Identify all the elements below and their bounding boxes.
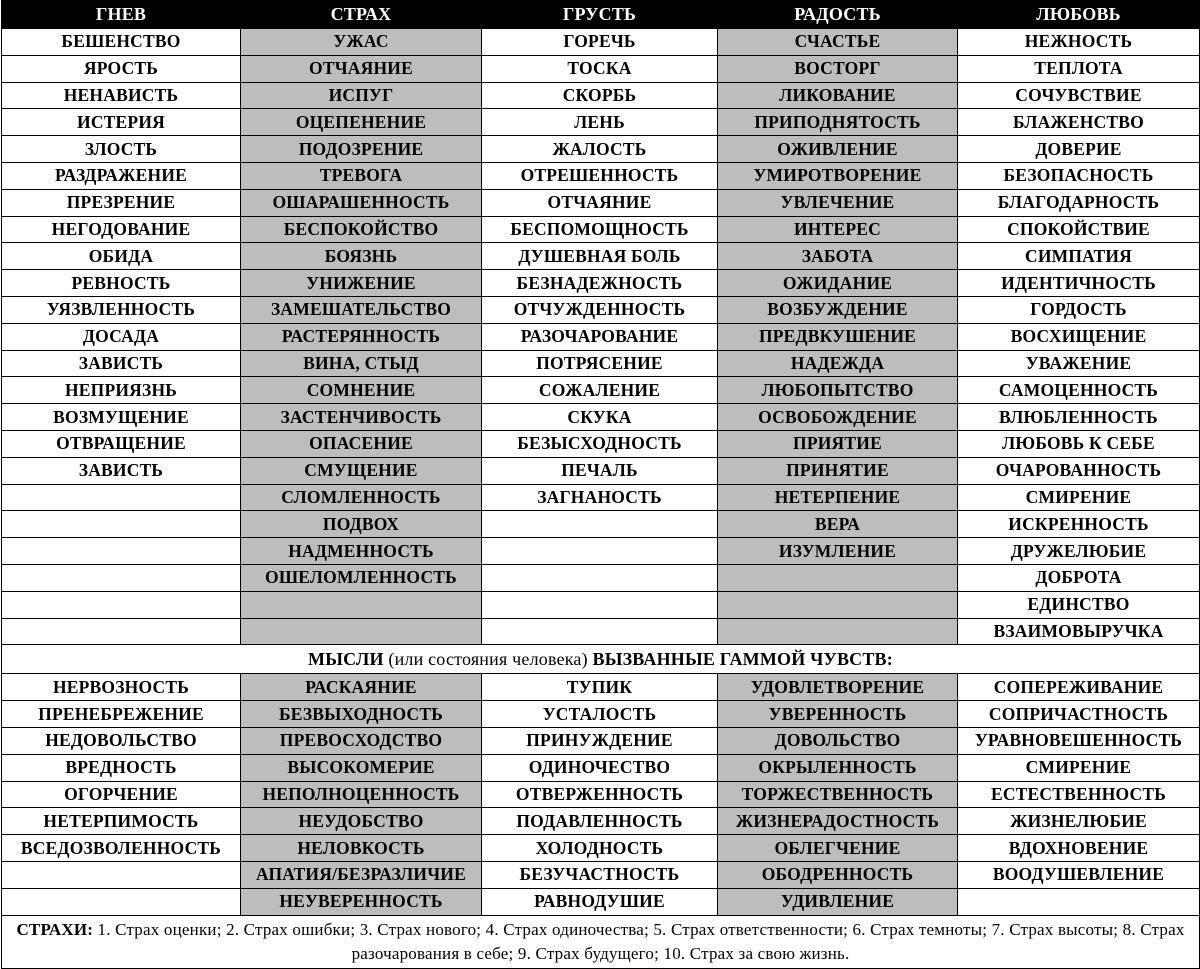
table-cell (482, 538, 718, 565)
table-cell: ЖАЛОСТЬ (482, 136, 718, 163)
table-cell: ЛЮБОВЬ К СЕБЕ (958, 430, 1200, 457)
table-cell (2, 591, 241, 618)
table-cell: СКОРБЬ (482, 82, 718, 109)
table-cell: УНИЖЕНИЕ (241, 270, 482, 297)
table-cell: НЕЛОВКОСТЬ (241, 835, 482, 862)
table-cell: НЕТЕРПИМОСТЬ (2, 808, 241, 835)
thoughts-header-part3: ВЫЗВАННЫЕ ГАММОЙ ЧУВСТВ: (592, 648, 893, 669)
table-cell: ЗАБОТА (718, 243, 958, 270)
table-cell: РАСТЕРЯННОСТЬ (241, 323, 482, 350)
table-cell: ИСТЕРИЯ (2, 109, 241, 136)
thought-row (2, 781, 1200, 808)
table-cell: РАСКАЯНИЕ (241, 674, 482, 701)
table-cell: УДИВЛЕНИЕ (718, 888, 958, 915)
table-cell: ИНТЕРЕС (718, 216, 958, 243)
table-cell: ЗАМЕШАТЕЛЬСТВО (241, 296, 482, 323)
table-cell: ПРИНУЖДЕНИЕ (482, 727, 718, 754)
emotion-row (2, 511, 1200, 538)
emotion-row (2, 457, 1200, 484)
table-cell: ТОСКА (482, 55, 718, 82)
table-cell: ПОДАВЛЕННОСТЬ (482, 808, 718, 835)
table-cell: ОСВОБОЖДЕНИЕ (718, 404, 958, 431)
table-cell: ДРУЖЕЛЮБИЕ (958, 538, 1200, 565)
table-cell: ПОДВОХ (241, 511, 482, 538)
thought-row (2, 808, 1200, 835)
table-cell: ЛЕНЬ (482, 109, 718, 136)
table-cell: ИДЕНТИЧНОСТЬ (958, 270, 1200, 297)
table-cell: ОДИНОЧЕСТВО (482, 754, 718, 781)
table-cell: ВОСХИЩЕНИЕ (958, 323, 1200, 350)
table-cell: БЕЗВЫХОДНОСТЬ (241, 701, 482, 728)
table-cell: ГОРЕЧЬ (482, 29, 718, 56)
emotions-body (2, 29, 1200, 645)
table-cell: ОПАСЕНИЕ (241, 430, 482, 457)
emotion-row (2, 591, 1200, 618)
table-cell: ОБЛЕГЧЕНИЕ (718, 835, 958, 862)
table-cell: ПРИЯТИЕ (718, 430, 958, 457)
table-cell: ОКРЫЛЕННОСТЬ (718, 754, 958, 781)
table-cell: ТОРЖЕСТВЕННОСТЬ (718, 781, 958, 808)
table-cell: ОТВЕРЖЕННОСТЬ (482, 781, 718, 808)
emotion-row (2, 404, 1200, 431)
table-cell: БЕЗНАДЕЖНОСТЬ (482, 270, 718, 297)
table-cell (718, 591, 958, 618)
header-sadness: ГРУСТЬ (482, 1, 718, 29)
table-cell: ГОРДОСТЬ (958, 296, 1200, 323)
table-cell: НАДЕЖДА (718, 350, 958, 377)
table-cell: РАЗДРАЖЕНИЕ (2, 162, 241, 189)
table-cell: ИЗУМЛЕНИЕ (718, 538, 958, 565)
table-cell: ВОСТОРГ (718, 55, 958, 82)
table-cell: ПОТРЯСЕНИЕ (482, 350, 718, 377)
emotion-row (2, 55, 1200, 82)
table-cell (2, 564, 241, 591)
emotion-row (2, 430, 1200, 457)
table-cell: ПРЕВОСХОДСТВО (241, 727, 482, 754)
thoughts-body (2, 674, 1200, 915)
table-cell: НЕТЕРПЕНИЕ (718, 484, 958, 511)
table-cell (2, 484, 241, 511)
table-cell: УМИРОТВОРЕНИЕ (718, 162, 958, 189)
table-cell: ДОБРОТА (958, 564, 1200, 591)
table-cell: ОБОДРЕННОСТЬ (718, 861, 958, 888)
table-cell: НЕГОДОВАНИЕ (2, 216, 241, 243)
table-cell (2, 538, 241, 565)
table-cell: СЛОМЛЕННОСТЬ (241, 484, 482, 511)
table-cell: ВДОХНОВЕНИЕ (958, 835, 1200, 862)
table-cell: УРАВНОВЕШЕННОСТЬ (958, 727, 1200, 754)
table-cell: УДОВЛЕТВОРЕНИЕ (718, 674, 958, 701)
table-cell: АПАТИЯ/БЕЗРАЗЛИЧИЕ (241, 861, 482, 888)
table-cell (2, 888, 241, 915)
emotion-row (2, 377, 1200, 404)
table-cell: ОШЕЛОМЛЕННОСТЬ (241, 564, 482, 591)
table-cell: ВИНА, СТЫД (241, 350, 482, 377)
table-cell (482, 591, 718, 618)
table-cell: СОЧУВСТВИЕ (958, 82, 1200, 109)
thoughts-header-row (2, 645, 1200, 674)
fears-text: 1. Страх оценки; 2. Страх ошибки; 3. Страх нового; 4. Страх одиночества; 5. Страх ответственности; 6. Страх темноты; 7. Страх высоты; 8. Страх разочарования в себе; 9. Страх будущего; 10. Страх за свою жизнь. (93, 919, 1185, 963)
table-cell: СОМНЕНИЕ (241, 377, 482, 404)
emotion-row (2, 538, 1200, 565)
table-cell: ДОВЕРИЕ (958, 136, 1200, 163)
table-cell: НЕУВЕРЕННОСТЬ (241, 888, 482, 915)
table-cell (718, 564, 958, 591)
table-cell: САМОЦЕННОСТЬ (958, 377, 1200, 404)
table-cell: ВООДУШЕВЛЕНИЕ (958, 861, 1200, 888)
table-cell: НЕПРИЯЗНЬ (2, 377, 241, 404)
table-cell: ОЖИДАНИЕ (718, 270, 958, 297)
table-cell (482, 618, 718, 645)
table-cell: ЖИЗНЕРАДОСТНОСТЬ (718, 808, 958, 835)
thought-row (2, 888, 1200, 915)
table-cell: СОЖАЛЕНИЕ (482, 377, 718, 404)
table-cell: БЕСПОМОЩНОСТЬ (482, 216, 718, 243)
table-cell: ЛЮБОПЫТСТВО (718, 377, 958, 404)
table-cell: БЕЗЫСХОДНОСТЬ (482, 430, 718, 457)
emotions-table (1, 0, 1200, 969)
table-cell: ОШАРАШЕННОСТЬ (241, 189, 482, 216)
table-cell: ДУШЕВНАЯ БОЛЬ (482, 243, 718, 270)
emotion-row (2, 618, 1200, 645)
table-cell: ЛИКОВАНИЕ (718, 82, 958, 109)
table-cell: ДОВОЛЬСТВО (718, 727, 958, 754)
table-cell: БЛАГОДАРНОСТЬ (958, 189, 1200, 216)
table-cell: ВРЕДНОСТЬ (2, 754, 241, 781)
fears-note (2, 915, 1200, 968)
emotion-row (2, 109, 1200, 136)
table-cell: РЕВНОСТЬ (2, 270, 241, 297)
table-cell: ВЕРА (718, 511, 958, 538)
table-cell (482, 511, 718, 538)
table-cell: СПОКОЙСТВИЕ (958, 216, 1200, 243)
emotion-row (2, 216, 1200, 243)
table-cell: СИМПАТИЯ (958, 243, 1200, 270)
table-cell: ВЗАИМОВЫРУЧКА (958, 618, 1200, 645)
thought-row (2, 727, 1200, 754)
table-cell: ОГОРЧЕНИЕ (2, 781, 241, 808)
table-cell: СМУЩЕНИЕ (241, 457, 482, 484)
table-cell: СОПЕРЕЖИВАНИЕ (958, 674, 1200, 701)
table-cell: РАВНОДУШИЕ (482, 888, 718, 915)
table-cell: ВОЗБУЖДЕНИЕ (718, 296, 958, 323)
table-cell: ИСКРЕННОСТЬ (958, 511, 1200, 538)
emotion-row (2, 484, 1200, 511)
thought-row (2, 754, 1200, 781)
table-cell: ЗАВИСТЬ (2, 457, 241, 484)
thought-row (2, 861, 1200, 888)
table-cell (482, 564, 718, 591)
table-cell: ПРЕНЕБРЕЖЕНИЕ (2, 701, 241, 728)
table-cell (718, 618, 958, 645)
table-cell: УЖАС (241, 29, 482, 56)
table-cell: ТУПИК (482, 674, 718, 701)
header-joy: РАДОСТЬ (718, 1, 958, 29)
table-cell: БЛАЖЕНСТВО (958, 109, 1200, 136)
table-cell: НЕУДОБСТВО (241, 808, 482, 835)
table-cell (958, 888, 1200, 915)
table-cell: ПЕЧАЛЬ (482, 457, 718, 484)
table-cell: УЯЗВЛЕННОСТЬ (2, 296, 241, 323)
table-cell: СМИРЕНИЕ (958, 754, 1200, 781)
table-cell: ЗАВИСТЬ (2, 350, 241, 377)
header-row (2, 1, 1200, 29)
emotion-row (2, 243, 1200, 270)
header-fear: СТРАХ (241, 1, 482, 29)
table-cell: СМИРЕНИЕ (958, 484, 1200, 511)
table-cell (241, 618, 482, 645)
table-cell: НЕПОЛНОЦЕННОСТЬ (241, 781, 482, 808)
table-cell (2, 618, 241, 645)
table-cell: ХОЛОДНОСТЬ (482, 835, 718, 862)
table-cell: ВСЕДОЗВОЛЕННОСТЬ (2, 835, 241, 862)
table-cell: ОТЧАЯНИЕ (241, 55, 482, 82)
table-cell: ЕДИНСТВО (958, 591, 1200, 618)
emotion-row (2, 296, 1200, 323)
fears-label: СТРАХИ: (16, 919, 94, 939)
emotion-row (2, 162, 1200, 189)
header-anger: ГНЕВ (2, 1, 241, 29)
table-cell: УВЛЕЧЕНИЕ (718, 189, 958, 216)
table-cell: ПРИНЯТИЕ (718, 457, 958, 484)
table-cell: ОБИДА (2, 243, 241, 270)
thought-row (2, 835, 1200, 862)
table-cell: СОПРИЧАСТНОСТЬ (958, 701, 1200, 728)
emotion-row (2, 564, 1200, 591)
table-cell: РАЗОЧАРОВАНИЕ (482, 323, 718, 350)
emotion-row (2, 323, 1200, 350)
emotion-row (2, 82, 1200, 109)
table-cell: ОТВРАЩЕНИЕ (2, 430, 241, 457)
table-cell (241, 591, 482, 618)
table-cell: ЗАСТЕНЧИВОСТЬ (241, 404, 482, 431)
emotion-row (2, 136, 1200, 163)
thought-row (2, 701, 1200, 728)
table-cell: ОТЧУЖДЕННОСТЬ (482, 296, 718, 323)
table-cell: ОТЧАЯНИЕ (482, 189, 718, 216)
thought-row (2, 674, 1200, 701)
table-cell: ИСПУГ (241, 82, 482, 109)
table-cell: ЯРОСТЬ (2, 55, 241, 82)
table-cell: БЕШЕНСТВО (2, 29, 241, 56)
table-cell: БОЯЗНЬ (241, 243, 482, 270)
table-cell: НЕРВОЗНОСТЬ (2, 674, 241, 701)
emotion-row (2, 270, 1200, 297)
table-cell: ЗЛОСТЬ (2, 136, 241, 163)
table-cell: ОЧАРОВАННОСТЬ (958, 457, 1200, 484)
emotion-row (2, 29, 1200, 56)
table-cell: ВЛЮБЛЕННОСТЬ (958, 404, 1200, 431)
emotion-row (2, 189, 1200, 216)
fears-row (2, 915, 1200, 968)
table-cell: СЧАСТЬЕ (718, 29, 958, 56)
table-cell (2, 511, 241, 538)
table-cell: ОЖИВЛЕНИЕ (718, 136, 958, 163)
table-cell: СКУКА (482, 404, 718, 431)
table-cell: БЕЗУЧАСТНОСТЬ (482, 861, 718, 888)
table-cell: ЖИЗНЕЛЮБИЕ (958, 808, 1200, 835)
table-cell: НЕНАВИСТЬ (2, 82, 241, 109)
table-cell: ВОЗМУЩЕНИЕ (2, 404, 241, 431)
table-cell: ПРЕДВКУШЕНИЕ (718, 323, 958, 350)
table-cell: ОЦЕПЕНЕНИЕ (241, 109, 482, 136)
table-cell: НЕЖНОСТЬ (958, 29, 1200, 56)
table-cell: ЕСТЕСТВЕННОСТЬ (958, 781, 1200, 808)
header-love: ЛЮБОВЬ (958, 1, 1200, 29)
table-cell (2, 861, 241, 888)
table-cell: УВАЖЕНИЕ (958, 350, 1200, 377)
table-cell: ОТРЕШЕННОСТЬ (482, 162, 718, 189)
table-cell: ПРЕЗРЕНИЕ (2, 189, 241, 216)
table-cell: ДОСАДА (2, 323, 241, 350)
table-cell: ЗАГНАНОСТЬ (482, 484, 718, 511)
table-cell: ТРЕВОГА (241, 162, 482, 189)
table-cell: ПРИПОДНЯТОСТЬ (718, 109, 958, 136)
table-cell: БЕЗОПАСНОСТЬ (958, 162, 1200, 189)
thoughts-header (2, 645, 1200, 674)
table-cell: УВЕРЕННОСТЬ (718, 701, 958, 728)
table-cell: ВЫСОКОМЕРИЕ (241, 754, 482, 781)
table-cell: ТЕПЛОТА (958, 55, 1200, 82)
table-cell: НЕДОВОЛЬСТВО (2, 727, 241, 754)
table-cell: НАДМЕННОСТЬ (241, 538, 482, 565)
thoughts-header-part2: (или состояния человека) (383, 648, 593, 669)
emotion-row (2, 350, 1200, 377)
thoughts-header-part1: МЫСЛИ (308, 648, 384, 669)
table-cell: ПОДОЗРЕНИЕ (241, 136, 482, 163)
table-cell: БЕСПОКОЙСТВО (241, 216, 482, 243)
table-cell: УСТАЛОСТЬ (482, 701, 718, 728)
